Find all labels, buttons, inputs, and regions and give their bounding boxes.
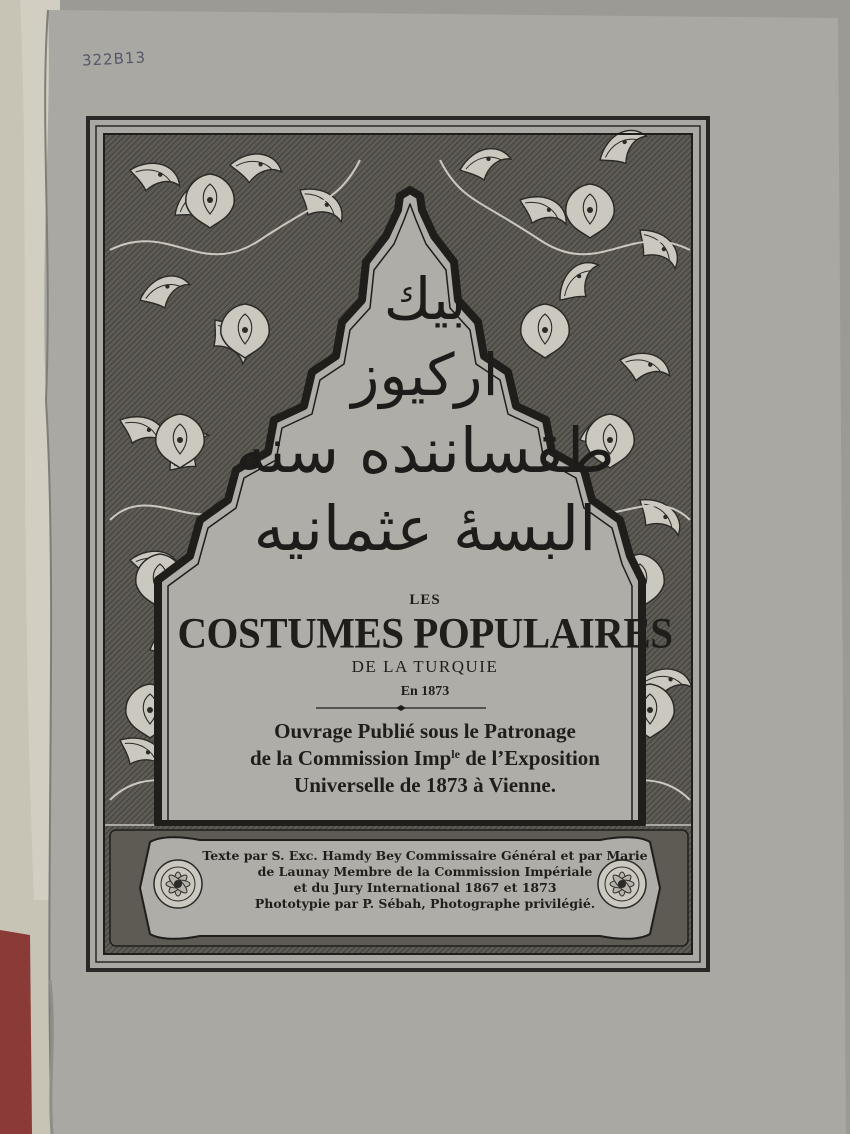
publication-note-line-2-end: de l’Exposition	[459, 746, 600, 770]
credits-line-2: de Launay Membre de la Commission Impériale	[257, 864, 593, 879]
arabic-title-line-1: بيك	[383, 265, 467, 333]
publication-note-line-2-start: de la Commission Imp	[250, 746, 452, 770]
credits-line-4: Phototypie par P. Sébah, Photographe privilégié.	[254, 896, 596, 911]
arabic-title-line-2: اركيوز	[351, 341, 499, 409]
subtitle: DE LA TURQUIE	[351, 657, 499, 676]
publication-note-line-1: Ouvrage Publié sous le Patronage	[274, 719, 576, 743]
archive-shelfmark: 322B13	[81, 48, 147, 70]
arabic-title-line-4: البسهٔ عثمانيه	[253, 492, 597, 565]
arabic-title-line-3: طقساننده سنه	[235, 414, 615, 487]
title-les: LES	[409, 592, 441, 608]
main-title: COSTUMES POPULAIRES	[177, 608, 673, 658]
publication-note-line-2	[0, 746, 850, 771]
edition-year: En 1873	[400, 684, 450, 699]
credits-line-3: et du Jury International 1867 et 1873	[293, 880, 557, 895]
publication-note-line-3: Universelle de 1873 à Vienne.	[294, 773, 556, 797]
credits-line-1: Texte par S. Exc. Hamdy Bey Commissaire Général et par Marie	[202, 848, 648, 863]
publication-note-superscript: le	[451, 747, 460, 761]
